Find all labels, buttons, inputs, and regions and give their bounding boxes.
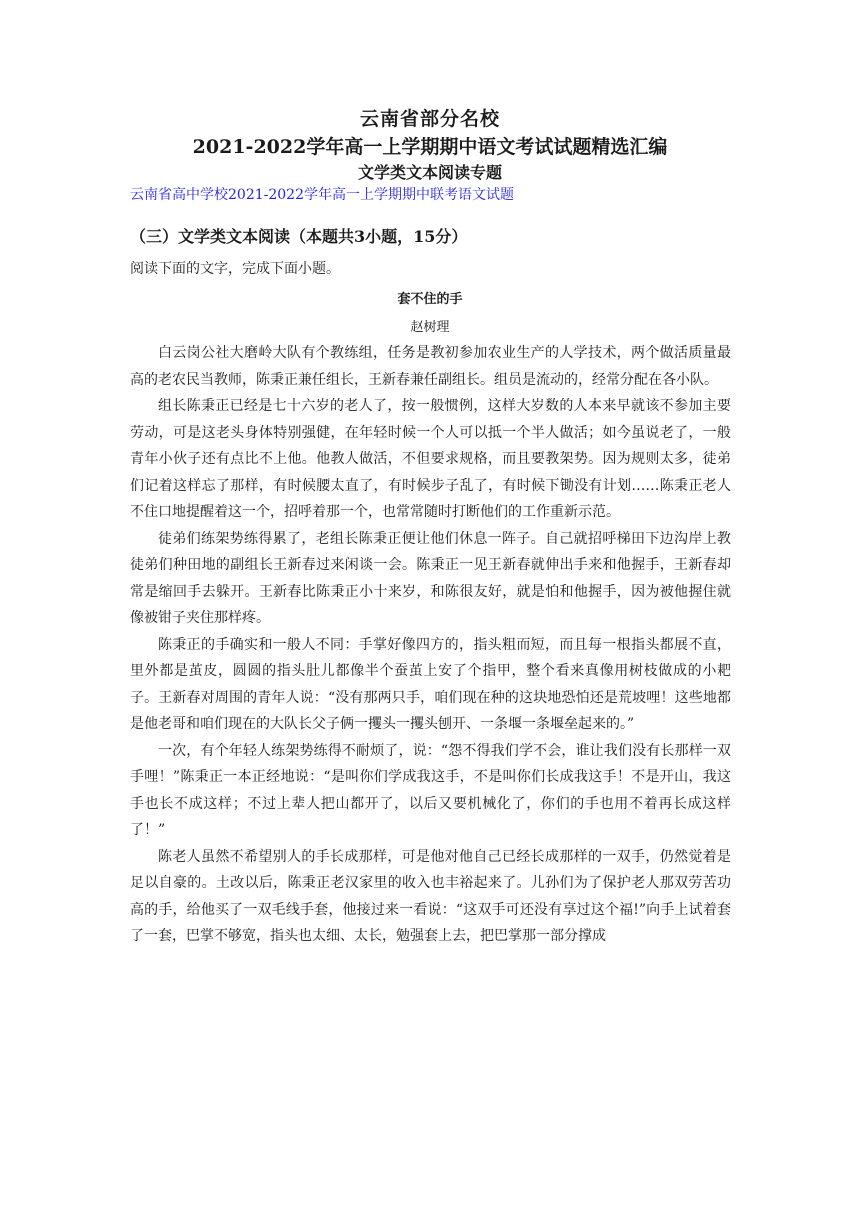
header-line-1: 云南省部分名校 bbox=[359, 108, 500, 130]
story-paragraph: 白云岗公社大磨岭大队有个教练组，任务是教初参加农业生产的人学技术，两个做活质量最高的老农民当教师，陈秉正兼任组长，王新春兼任副组长。组员是流动的，经常分配在各小队。 bbox=[130, 345, 731, 388]
story-author: 赵树理 bbox=[410, 320, 450, 335]
header-line-3: 文学类文本阅读专题 bbox=[357, 163, 502, 182]
story-paragraph: 陈老人虽然不希望别人的手长成那样，可是他对他自己已经长成那样的一双手，仍然觉着是足以自豪的。土改以后，陈秉正老汉家里的收入也丰裕起来了。儿孙们为了保护老人那双劳苦功高的手，给他买了一双毛线手套，他接过来一看说：“这双手可还没有享过这个福!”向手上试着套了一套，巴掌不够宽，指头也太细、太长，勉强套上去，把巴掌那一部分撑成 bbox=[130, 848, 731, 944]
story-paragraph: 陈秉正的手确实和一般人不同：手掌好像四方的，指头粗而短，而且每一根指头都展不直，里外都是茧皮，圆圆的指头肚儿都像半个蚕茧上安了个指甲，整个看来真像用树枝做成的小耙子。王新春对周围的青年人说：“没有那两只手，咱们现在种的这块地恐怕还是荒坡哩！这些地都是他老哥和咱们现在的大队长父子俩一攫头一攫头刨开、一条堰一条堰垒起来的。” bbox=[130, 636, 731, 732]
story-title: 套不住的手 bbox=[397, 292, 463, 307]
section-heading: （三）文学类文本阅读（本题共3小题，15分） bbox=[130, 227, 468, 246]
header-line-2: 2021-2022学年高一上学期期中语文考试试题精选汇编 bbox=[192, 136, 668, 158]
instruction-text: 阅读下面的文字，完成下面小题。 bbox=[130, 261, 340, 277]
source-link[interactable]: 云南省高中学校2021-2022学年高一上学期期中联考语文试题 bbox=[130, 187, 514, 203]
story-paragraph: 组长陈秉正已经是七十六岁的老人了，按一般惯例，这样大岁数的人本来早就该不参加主要劳动，可是这老头身体特别强健，在年轻时候一个人可以抵一个半人做活；如今虽说老了，一般青年小伙子还有点比不上他。他教人做活，不但要求规格，而且要教架势。因为规则太多，徒弟们记着这样忘了那样，有时候腰太直了，有时候步子乱了，有时候下锄没有计划……陈秉正老人不住口地提醒着这一个，招呼着那一个，也常常随时打断他们的工作重新示范。 bbox=[130, 398, 731, 520]
story-paragraph: 一次，有个年轻人练架势练得不耐烦了，说：“怨不得我们学不会，谁让我们没有长那样一双手哩！”陈秉正一本正经地说：“是叫你们学成我这手，不是叫你们长成我这手！不是开山，我这手也长不成这样；不过上辈人把山都开了，以后又要机械化了，你们的手也用不着再长成这样了！” bbox=[130, 742, 731, 838]
story-paragraph: 徒弟们练架势练得累了，老组长陈秉正便让他们休息一阵子。自己就招呼梯田下边沟岸上教徒弟们种田地的副组长王新春过来闲谈一会。陈秉正一见王新春就伸出手来和他握手，王新春却常是缩回手去躲开。王新春比陈秉正小十来岁，和陈很友好，就是怕和他握手，因为被他握住就像被钳子夹住那样疼。 bbox=[130, 530, 731, 626]
story-body bbox=[130, 340, 731, 950]
